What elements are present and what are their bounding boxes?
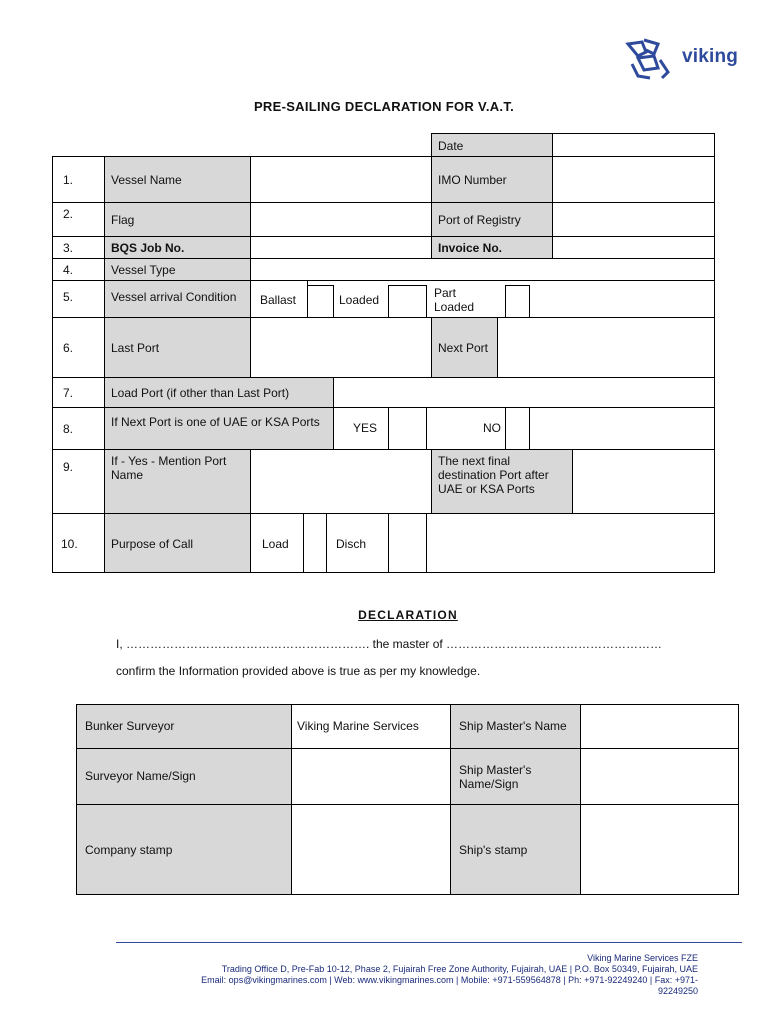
row5-filler — [529, 280, 715, 318]
row-number — [52, 236, 105, 259]
row-num-text: 6. — [63, 341, 74, 355]
load-port-field[interactable] — [333, 377, 715, 408]
final-destination-label-cell — [431, 449, 573, 514]
vessel-type-label-cell — [104, 258, 251, 281]
footer-contact-cont: 92249250 — [657, 986, 698, 996]
no-checkbox[interactable] — [505, 407, 530, 450]
purpose-label: Purpose of Call — [111, 537, 194, 551]
flag-label-cell — [104, 202, 251, 237]
ship-stamp-field[interactable] — [580, 804, 739, 895]
date-label-cell — [431, 133, 553, 157]
next-port-field[interactable] — [497, 317, 715, 378]
date-field[interactable] — [552, 133, 715, 157]
declaration-line-1: I, ……………………………………………………. the master of ……………………………………………… — [116, 637, 663, 651]
brand-name: viking — [682, 46, 739, 67]
uae-ksa-label: If Next Port is one of UAE or KSA Ports — [111, 415, 320, 429]
row-num-text: 2. — [63, 207, 74, 221]
final-destination-label: The next final destination Port after UAE or KSA Ports — [438, 454, 549, 496]
row-num-text: 1. — [63, 173, 74, 187]
row-number — [52, 156, 105, 203]
master-name-label: Ship Master's Name — [459, 719, 567, 733]
bunker-surveyor-label: Bunker Surveyor — [85, 719, 175, 733]
arrival-condition-label: Vessel arrival Condition — [111, 290, 237, 304]
next-port-label-cell — [431, 317, 498, 378]
part-loaded-label: Part Loaded — [434, 286, 475, 314]
purpose-label-cell — [104, 513, 251, 573]
date-label: Date — [438, 139, 464, 153]
row-number — [52, 449, 105, 514]
purpose-notes-field[interactable] — [426, 513, 715, 573]
port-registry-label-cell — [431, 202, 553, 237]
footer-company: Viking Marine Services FZE — [587, 953, 698, 963]
surveyor-company-cell — [291, 704, 451, 749]
load-port-label: Load Port (if other than Last Port) — [111, 386, 290, 400]
last-port-field[interactable] — [250, 317, 432, 378]
flag-label: Flag — [111, 213, 135, 227]
imo-label: IMO Number — [438, 173, 507, 187]
bqs-job-label-cell — [104, 236, 251, 259]
imo-label-cell — [431, 156, 553, 203]
master-sign-label-cell — [450, 748, 581, 805]
row-number — [52, 317, 105, 378]
mention-port-field[interactable] — [250, 449, 432, 514]
row-num-text: 7. — [63, 386, 74, 400]
row-num-text: 10. — [61, 537, 78, 551]
surveyor-company-value: Viking Marine Services — [297, 719, 419, 733]
ballast-label-cell — [250, 280, 308, 318]
bqs-job-label: BQS Job No. — [111, 241, 185, 255]
arrival-condition-label-cell — [104, 280, 251, 318]
row-number — [52, 280, 105, 318]
loaded-checkbox[interactable] — [388, 285, 427, 318]
part-loaded-checkbox[interactable] — [505, 285, 530, 318]
last-port-label-cell — [104, 317, 251, 378]
surveyor-sign-label-cell — [76, 748, 292, 805]
row-number — [52, 258, 105, 281]
no-label-cell — [426, 407, 506, 450]
row-num-text: 9. — [63, 460, 74, 474]
imo-field[interactable] — [552, 156, 715, 203]
row-num-text: 4. — [63, 263, 74, 277]
ballast-label: Ballast — [260, 293, 297, 307]
row-number — [52, 377, 105, 408]
row-num-text: 3. — [63, 241, 74, 255]
yes-label-cell — [333, 407, 389, 450]
next-port-label: Next Port — [438, 341, 489, 355]
part-loaded-label-cell — [426, 280, 506, 318]
footer-address: Trading Office D, Pre-Fab 10-12, Phase 2, Fujairah Free Zone Authority, Fujairah, UAE | P.O. Box 50349, Fujairah, UAE — [221, 964, 698, 974]
ballast-checkbox[interactable] — [307, 285, 334, 318]
vessel-name-label: Vessel Name — [111, 173, 182, 187]
loaded-label: Loaded — [339, 293, 380, 307]
vessel-type-field[interactable] — [250, 258, 715, 281]
surveyor-sign-label: Surveyor Name/Sign — [85, 769, 196, 783]
yes-label: YES — [353, 421, 378, 435]
company-stamp-label: Company stamp — [85, 843, 173, 857]
loaded-label-cell — [333, 280, 389, 318]
master-sign-label: Ship Master's Name/Sign — [459, 763, 532, 791]
bqs-job-field[interactable] — [250, 236, 432, 259]
vessel-name-field[interactable] — [250, 156, 432, 203]
ship-stamp-label-cell — [450, 804, 581, 895]
load-label: Load — [262, 537, 289, 551]
company-stamp-label-cell — [76, 804, 292, 895]
master-name-field[interactable] — [580, 704, 739, 749]
ship-stamp-label: Ship's stamp — [459, 843, 528, 857]
mention-port-label-cell — [104, 449, 251, 514]
uae-ksa-label-cell — [104, 407, 334, 450]
last-port-label: Last Port — [111, 341, 160, 355]
final-destination-field[interactable] — [572, 449, 715, 514]
row-number — [52, 407, 105, 450]
load-port-label-cell — [104, 377, 334, 408]
footer-contact: Email: ops@vikingmarines.com | Web: www.vikingmarines.com | Mobile: +971-559564878 | Ph: +971-92249240 | Fax: +971- — [201, 975, 698, 985]
row-number — [52, 513, 105, 573]
load-label-cell — [250, 513, 304, 573]
disch-label-cell — [326, 513, 389, 573]
row-num-text: 8. — [63, 422, 74, 436]
load-checkbox[interactable] — [303, 513, 327, 573]
vessel-type-label: Vessel Type — [111, 263, 176, 277]
disch-label: Disch — [336, 537, 367, 551]
row8-filler — [529, 407, 715, 450]
mention-port-label: If - Yes - Mention Port Name — [111, 454, 227, 482]
no-label: NO — [483, 421, 501, 435]
port-registry-field[interactable] — [552, 202, 715, 237]
disch-checkbox[interactable] — [388, 513, 427, 573]
flag-field[interactable] — [250, 202, 432, 237]
surveyor-sign-field[interactable] — [291, 748, 451, 805]
master-name-label-cell — [450, 704, 581, 749]
company-stamp-field[interactable] — [291, 804, 451, 895]
row-num-text: 5. — [63, 290, 74, 304]
bunker-surveyor-label-cell — [76, 704, 292, 749]
invoice-label: Invoice No. — [438, 241, 503, 255]
page-title: PRE-SAILING DECLARATION FOR V.A.T. — [253, 99, 515, 114]
yes-checkbox[interactable] — [388, 407, 427, 450]
row-number — [52, 202, 105, 237]
vessel-name-label-cell — [104, 156, 251, 203]
port-registry-label: Port of Registry — [438, 213, 521, 227]
invoice-field[interactable] — [552, 236, 715, 259]
master-sign-field[interactable] — [580, 748, 739, 805]
footer-divider — [116, 942, 742, 943]
viking-logo-icon — [624, 38, 680, 82]
invoice-label-cell — [431, 236, 553, 259]
declaration-line-2: confirm the Information provided above is true as per my knowledge. — [116, 664, 481, 678]
declaration-heading: DECLARATION — [358, 608, 458, 622]
